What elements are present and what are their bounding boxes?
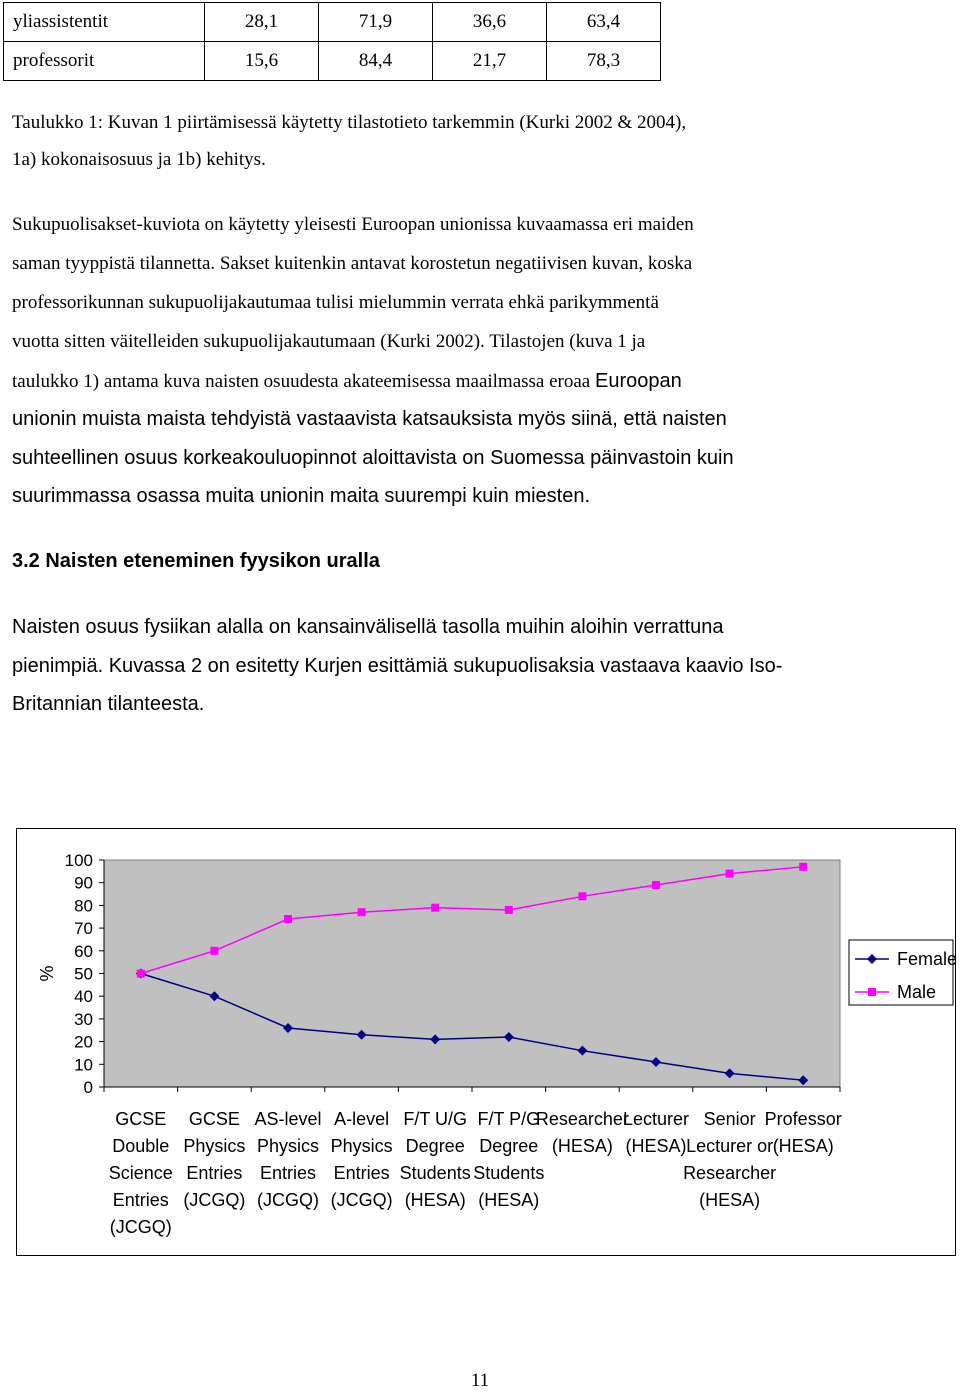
y-tick-label: 40 bbox=[74, 987, 93, 1007]
table-row bbox=[4, 3, 661, 42]
paragraph-text: Euroopan bbox=[595, 370, 682, 392]
x-tick-label: Entries bbox=[259, 1163, 317, 1183]
x-tick-label: Students bbox=[399, 1163, 471, 1183]
paragraph-line: vuotta sitten väitelleiden sukupuolijakautumaan (Kurki 2002). Tilastojen (kuva 1 ja bbox=[12, 331, 646, 352]
data-point-male bbox=[578, 892, 586, 900]
paragraph-line: saman tyyppistä tilannetta. Sakset kuitenkin antavat korostetun negatiivisen kuvan, koska bbox=[12, 253, 693, 274]
statistics-table bbox=[3, 2, 661, 81]
data-point-male bbox=[284, 915, 292, 923]
table-cell: 78,3 bbox=[547, 42, 661, 81]
x-tick-label: Physics bbox=[330, 1136, 393, 1156]
x-tick-label: Physics bbox=[256, 1136, 320, 1156]
table-cell: 71,9 bbox=[319, 3, 433, 42]
data-point-male bbox=[210, 947, 218, 955]
paragraph-line bbox=[12, 370, 952, 393]
x-tick-label: AS-level bbox=[254, 1109, 322, 1129]
x-tick-label: Entries bbox=[112, 1190, 169, 1210]
y-tick-label: 90 bbox=[74, 873, 93, 893]
x-tick-label: (HESA) bbox=[551, 1136, 613, 1156]
y-tick-label: 70 bbox=[74, 919, 93, 939]
data-point-male bbox=[137, 970, 145, 978]
x-tick-label: F/T P/G bbox=[477, 1109, 541, 1129]
table-row bbox=[4, 42, 661, 81]
plot-area bbox=[104, 860, 840, 1087]
x-tick-label: Degree bbox=[479, 1136, 539, 1156]
y-tick-label: 50 bbox=[74, 964, 93, 984]
table-cell: 36,6 bbox=[433, 3, 547, 42]
paragraph-text: taulukko 1) antama kuva naisten osuudesta akateemisessa maailmassa eroaa bbox=[12, 371, 595, 392]
x-tick-label: Senior bbox=[703, 1109, 756, 1129]
x-tick-label: Lecturer bbox=[622, 1109, 690, 1129]
x-tick-label: (HESA) bbox=[625, 1136, 687, 1156]
table-cell: 84,4 bbox=[319, 42, 433, 81]
table-caption-line: 1a) kokonaisosuus ja 1b) kehitys. bbox=[12, 149, 266, 170]
x-tick-label: (JCGQ) bbox=[109, 1217, 172, 1237]
x-tick-label: A-level bbox=[334, 1109, 390, 1129]
x-tick-label: Researcher bbox=[535, 1109, 629, 1129]
data-point-male bbox=[505, 906, 513, 914]
legend-label: Male bbox=[897, 982, 937, 1002]
paragraph-line: unionin muista maista tehdyistä vastaavista katsauksista myös siinä, että naisten bbox=[12, 408, 727, 430]
x-tick-label: Science bbox=[108, 1163, 173, 1183]
x-tick-label: Entries bbox=[186, 1163, 243, 1183]
x-tick-label: GCSE bbox=[115, 1109, 167, 1129]
y-tick-label: 20 bbox=[74, 1032, 93, 1052]
table-caption-line: Taulukko 1: Kuvan 1 piirtämisessä käytetty tilastotieto tarkemmin (Kurki 2002 & 2004), bbox=[12, 112, 687, 133]
x-tick-label: (JCGQ) bbox=[330, 1190, 393, 1210]
x-tick-label: Professor bbox=[764, 1109, 842, 1129]
paragraph-line: pienimpiä. Kuvassa 2 on esitetty Kurjen esittämiä sukupuolisaksia vastaava kaavio Iso- bbox=[12, 655, 783, 677]
x-tick-label: (HESA) bbox=[772, 1136, 834, 1156]
y-axis-label: % bbox=[37, 965, 57, 982]
x-tick-label: (HESA) bbox=[404, 1190, 466, 1210]
x-tick-label: Entries bbox=[333, 1163, 390, 1183]
table-cell: 15,6 bbox=[205, 42, 319, 81]
data-point-male bbox=[358, 908, 366, 916]
x-tick-label: (HESA) bbox=[478, 1190, 540, 1210]
data-point-male bbox=[652, 881, 660, 889]
y-tick-label: 30 bbox=[74, 1009, 93, 1029]
x-tick-label: (JCGQ) bbox=[257, 1190, 319, 1210]
x-tick-label: Double bbox=[112, 1136, 170, 1156]
data-point-male bbox=[799, 863, 807, 871]
paragraph-line: Naisten osuus fysiikan alalla on kansainvälisellä tasolla muihin aloihin verrattuna bbox=[12, 616, 724, 638]
table-cell: 28,1 bbox=[205, 3, 319, 42]
x-tick-label: Physics bbox=[183, 1136, 246, 1156]
row-label: professorit bbox=[4, 42, 205, 81]
paragraph-line: Sukupuolisakset-kuviota on käytetty yleisesti Euroopan unionissa kuvaamassa eri maiden bbox=[12, 214, 694, 235]
line-chart bbox=[17, 829, 955, 1255]
x-tick-label: Students bbox=[473, 1163, 545, 1183]
section-heading: 3.2 Naisten eteneminen fyysikon uralla bbox=[12, 550, 380, 572]
x-tick-label: Degree bbox=[405, 1136, 465, 1156]
paragraph-line: Britannian tilanteesta. bbox=[12, 693, 205, 715]
y-tick-label: 60 bbox=[74, 941, 93, 961]
y-tick-label: 10 bbox=[74, 1055, 93, 1075]
table-cell: 63,4 bbox=[547, 3, 661, 42]
legend-label: Female bbox=[897, 949, 955, 969]
x-tick-label: GCSE bbox=[188, 1109, 240, 1129]
y-tick-label: 0 bbox=[83, 1078, 93, 1097]
x-tick-label: Researcher bbox=[683, 1163, 777, 1183]
paragraph-line: suhteellinen osuus korkeakouluopinnot aloittavista on Suomessa päinvastoin kuin bbox=[12, 447, 734, 469]
table-cell: 21,7 bbox=[433, 42, 547, 81]
y-tick-label: 100 bbox=[64, 851, 93, 870]
data-point-male bbox=[726, 870, 734, 878]
gender-chart-frame bbox=[16, 828, 956, 1256]
legend-marker bbox=[868, 988, 876, 996]
page-number: 11 bbox=[470, 1370, 490, 1391]
paragraph-line: suurimmassa osassa muita unionin maita suurempi kuin miesten. bbox=[12, 485, 591, 507]
x-tick-label: F/T U/G bbox=[403, 1109, 468, 1129]
x-tick-label: (JCGQ) bbox=[183, 1190, 246, 1210]
x-tick-label: (HESA) bbox=[699, 1190, 761, 1210]
data-point-male bbox=[431, 904, 439, 912]
paragraph-line: professorikunnan sukupuolijakautumaa tulisi mielummin verrata ehkä parikymmentä bbox=[12, 292, 659, 313]
x-tick-label: Lecturer or bbox=[686, 1136, 774, 1156]
y-tick-label: 80 bbox=[74, 896, 93, 916]
row-label: yliassistentit bbox=[4, 3, 205, 42]
